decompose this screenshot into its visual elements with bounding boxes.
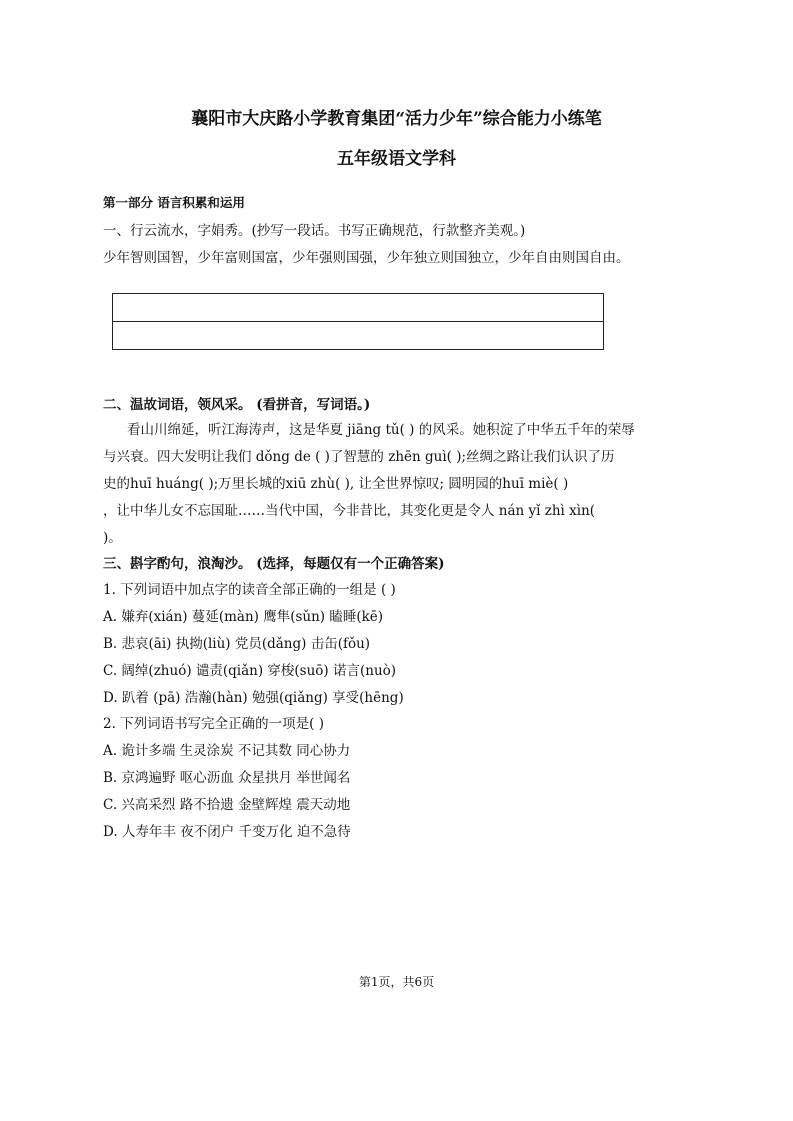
part1-heading: 第一部分 语言积累和运用 bbox=[103, 195, 245, 210]
q2-line: )。 bbox=[103, 530, 122, 546]
q2-title: 二、温故词语，领风采。 (看拼音，写词语。) bbox=[103, 397, 371, 413]
option-c[interactable]: C. 兴高采烈 路不拾遗 金壁辉煌 震天动地 bbox=[103, 797, 351, 813]
q2-line: 史的huī huáng( );万里长城的xiū zhù( ), 让全世界惊叹; 圆明园的huī miè( ) bbox=[103, 476, 569, 492]
q3-title: 三、斟字酌句，浪淘沙。 (选择，每题仅有一个正确答案) bbox=[103, 556, 445, 572]
option-a[interactable]: A. 诡计多端 生灵涂炭 不记其数 同心协力 bbox=[103, 743, 351, 759]
q1-title: 一、行云流水，字娟秀。(抄写一段话。书写正确规范，行款整齐美观。) bbox=[103, 223, 526, 239]
q2-line: 与兴衰。四大发明让我们 dǒng de ( )了智慧的 zhēn guì( );丝绸之路让我们认识了历 bbox=[103, 449, 615, 465]
option-b[interactable]: B. 悲哀(āi) 执拗(liù) 党员(dǎng) 击缶(fǒu) bbox=[103, 636, 371, 652]
page-number: 第1页，共6页 bbox=[358, 975, 435, 989]
writing-row[interactable] bbox=[113, 294, 603, 321]
q2-line: ，让中华儿女不忘国耻……当代中国，今非昔比，其变化更是令人 nán yǐ zhì xìn( bbox=[103, 503, 596, 519]
option-a[interactable]: A. 嫌弃(xián) 蔓延(màn) 鹰隼(sǔn) 瞌睡(kē) bbox=[103, 609, 384, 625]
option-c[interactable]: C. 阔绰(zhuó) 谴责(qiǎn) 穿梭(suō) 诺言(nuò) bbox=[103, 663, 397, 679]
q1-text: 少年智则国智，少年富则国富，少年强则国强，少年独立则国独立，少年自由则国自由。 bbox=[103, 250, 630, 266]
document-title: 襄阳市大庆路小学教育集团“活力少年”综合能力小练笔 bbox=[191, 109, 602, 129]
option-d[interactable]: D. 人寿年丰 夜不闭户 千变万化 迫不急待 bbox=[103, 824, 351, 840]
writing-row[interactable] bbox=[113, 321, 603, 349]
question-stem: 2. 下列词语书写完全正确的一项是( ) bbox=[103, 716, 324, 732]
q2-line: 看山川绵延，听江海涛声，这是华夏 jiāng tǔ( ) 的风采。她积淀了中华五千年的荣辱 bbox=[127, 422, 635, 438]
question-stem: 1. 下列词语中加点字的读音全部正确的一组是 ( ) bbox=[103, 582, 396, 598]
option-d[interactable]: D. 趴着 (pā) 浩瀚(hàn) 勉强(qiǎng) 享受(hēng) bbox=[103, 690, 404, 706]
option-b[interactable]: B. 京鸿遍野 呕心沥血 众星拱月 举世闻名 bbox=[103, 770, 351, 786]
writing-box[interactable] bbox=[112, 293, 604, 350]
document-subtitle: 五年级语文学科 bbox=[337, 149, 456, 169]
